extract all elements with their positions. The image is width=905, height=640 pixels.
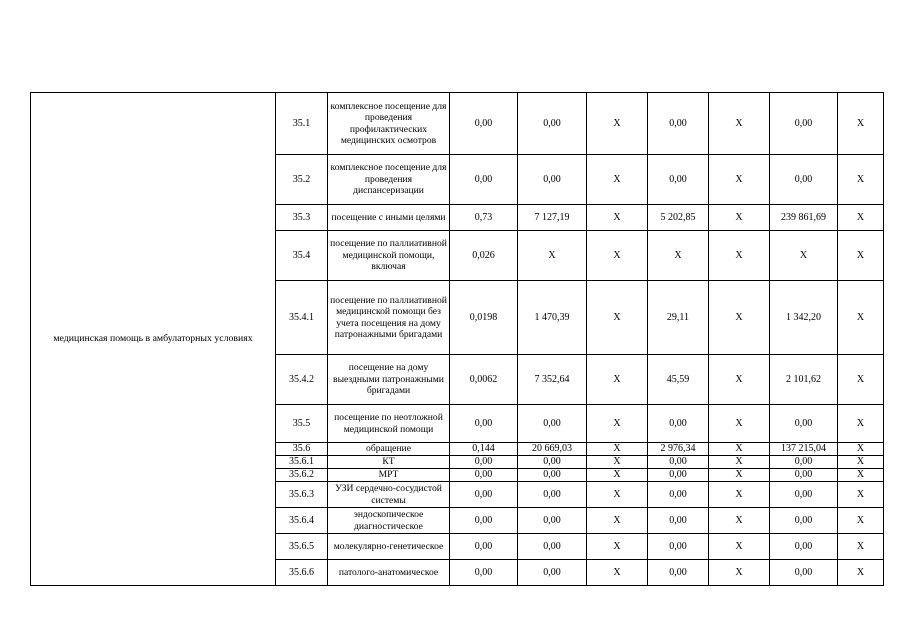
value-cell: Х <box>709 93 770 155</box>
value-cell: Х <box>838 482 884 508</box>
value-cell: Х <box>838 443 884 456</box>
value-cell: 0,00 <box>518 93 587 155</box>
value-cell: 0,00 <box>770 469 838 482</box>
value-cell: Х <box>709 205 770 231</box>
value-cell: Х <box>838 355 884 405</box>
value-cell: Х <box>587 155 648 205</box>
row-number-cell: 35.6.6 <box>276 560 328 586</box>
value-cell: 0,00 <box>450 508 518 534</box>
value-cell: Х <box>838 456 884 469</box>
value-cell: 0,00 <box>648 155 709 205</box>
value-cell: 29,11 <box>648 281 709 355</box>
row-number-cell: 35.4.1 <box>276 281 328 355</box>
row-number-cell: 35.6.3 <box>276 482 328 508</box>
value-cell: Х <box>709 482 770 508</box>
value-cell: 0,00 <box>648 456 709 469</box>
value-cell: Х <box>587 281 648 355</box>
value-cell: 20 669,03 <box>518 443 587 456</box>
value-cell: 0,00 <box>770 534 838 560</box>
value-cell: 0,00 <box>648 405 709 443</box>
value-cell: Х <box>709 155 770 205</box>
value-cell: 1 342,20 <box>770 281 838 355</box>
value-cell: 2 101,62 <box>770 355 838 405</box>
value-cell: Х <box>838 155 884 205</box>
row-number-cell: 35.6.4 <box>276 508 328 534</box>
value-cell: Х <box>709 534 770 560</box>
row-label-cell: комплексное посещение для проведения диспансеризации <box>328 155 450 205</box>
value-cell: Х <box>587 456 648 469</box>
value-cell: 0,00 <box>450 469 518 482</box>
value-cell: Х <box>587 469 648 482</box>
value-cell: 0,00 <box>518 508 587 534</box>
value-cell: Х <box>587 482 648 508</box>
value-cell: 0,00 <box>518 456 587 469</box>
table-body <box>31 93 884 586</box>
value-cell: Х <box>838 508 884 534</box>
value-cell: Х <box>709 231 770 281</box>
row-label-cell: обращение <box>328 443 450 456</box>
row-number-cell: 35.6.1 <box>276 456 328 469</box>
value-cell: 0,00 <box>648 560 709 586</box>
value-cell: Х <box>838 534 884 560</box>
value-cell: 0,00 <box>450 405 518 443</box>
value-cell: 0,00 <box>450 482 518 508</box>
value-cell: Х <box>838 205 884 231</box>
row-label-cell: УЗИ сердечно-сосудистой системы <box>328 482 450 508</box>
value-cell: 1 470,39 <box>518 281 587 355</box>
value-cell: Х <box>838 231 884 281</box>
value-cell: Х <box>587 355 648 405</box>
value-cell: Х <box>770 231 838 281</box>
row-label-cell: МРТ <box>328 469 450 482</box>
row-number-cell: 35.6.5 <box>276 534 328 560</box>
value-cell: 0,00 <box>518 482 587 508</box>
row-number-cell: 35.4.2 <box>276 355 328 405</box>
value-cell: 0,00 <box>518 560 587 586</box>
value-cell: 0,00 <box>450 93 518 155</box>
row-number-cell: 35.5 <box>276 405 328 443</box>
row-label-cell: посещение по паллиативной медицинской помощи, включая <box>328 231 450 281</box>
row-number-cell: 35.3 <box>276 205 328 231</box>
value-cell: 0,026 <box>450 231 518 281</box>
row-number-cell: 35.6.2 <box>276 469 328 482</box>
value-cell: 0,00 <box>648 469 709 482</box>
value-cell: Х <box>838 469 884 482</box>
value-cell: 0,00 <box>770 560 838 586</box>
row-label-cell: молекулярно-генетическое <box>328 534 450 560</box>
value-cell: 0,00 <box>518 405 587 443</box>
value-cell: 0,144 <box>450 443 518 456</box>
value-cell: Х <box>709 560 770 586</box>
value-cell: 0,00 <box>450 155 518 205</box>
value-cell: 239 861,69 <box>770 205 838 231</box>
row-label-cell: посещение по паллиативной медицинской помощи без учета посещения на дому патронажными бригадами <box>328 281 450 355</box>
value-cell: 7 352,64 <box>518 355 587 405</box>
value-cell: 45,59 <box>648 355 709 405</box>
value-cell: 0,00 <box>648 508 709 534</box>
financing-table <box>30 92 884 586</box>
value-cell: 0,00 <box>450 456 518 469</box>
value-cell: Х <box>709 355 770 405</box>
row-label-cell: КТ <box>328 456 450 469</box>
row-label-cell: посещение на дому выездными патронажными бригадами <box>328 355 450 405</box>
value-cell: Х <box>709 469 770 482</box>
row-label-cell: эндоскопическое диагностическое <box>328 508 450 534</box>
value-cell: Х <box>587 560 648 586</box>
value-cell: 0,73 <box>450 205 518 231</box>
value-cell: 137 215,04 <box>770 443 838 456</box>
value-cell: 0,00 <box>648 93 709 155</box>
value-cell: Х <box>709 456 770 469</box>
value-cell: Х <box>709 443 770 456</box>
row-number-cell: 35.6 <box>276 443 328 456</box>
value-cell: 0,00 <box>770 155 838 205</box>
value-cell: 0,00 <box>770 93 838 155</box>
value-cell: Х <box>709 281 770 355</box>
value-cell: 0,0198 <box>450 281 518 355</box>
value-cell: 0,00 <box>648 534 709 560</box>
value-cell: Х <box>587 405 648 443</box>
category-cell: медицинская помощь в амбулаторных условиях <box>31 93 276 586</box>
value-cell: 0,00 <box>450 560 518 586</box>
value-cell: Х <box>518 231 587 281</box>
value-cell: Х <box>838 281 884 355</box>
value-cell: Х <box>838 93 884 155</box>
value-cell: 0,00 <box>518 534 587 560</box>
value-cell: Х <box>838 560 884 586</box>
value-cell: 2 976,34 <box>648 443 709 456</box>
value-cell: Х <box>709 508 770 534</box>
value-cell: 0,0062 <box>450 355 518 405</box>
value-cell: Х <box>587 93 648 155</box>
row-label-cell: посещение с иными целями <box>328 205 450 231</box>
value-cell: 7 127,19 <box>518 205 587 231</box>
value-cell: 0,00 <box>518 155 587 205</box>
value-cell: Х <box>709 405 770 443</box>
row-label-cell: посещение по неотложной медицинской помощи <box>328 405 450 443</box>
value-cell: 0,00 <box>770 508 838 534</box>
value-cell: Х <box>587 231 648 281</box>
value-cell: Х <box>587 534 648 560</box>
value-cell: 0,00 <box>770 405 838 443</box>
row-number-cell: 35.1 <box>276 93 328 155</box>
value-cell: Х <box>838 405 884 443</box>
value-cell: 0,00 <box>518 469 587 482</box>
value-cell: 0,00 <box>648 482 709 508</box>
value-cell: 5 202,85 <box>648 205 709 231</box>
value-cell: 0,00 <box>450 534 518 560</box>
table-row <box>31 93 884 155</box>
value-cell: 0,00 <box>770 456 838 469</box>
value-cell: Х <box>648 231 709 281</box>
value-cell: Х <box>587 508 648 534</box>
value-cell: Х <box>587 205 648 231</box>
row-label-cell: комплексное посещение для проведения профилактических медицинских осмотров <box>328 93 450 155</box>
value-cell: 0,00 <box>770 482 838 508</box>
value-cell: Х <box>587 443 648 456</box>
row-number-cell: 35.2 <box>276 155 328 205</box>
row-number-cell: 35.4 <box>276 231 328 281</box>
row-label-cell: патолого-анатомическое <box>328 560 450 586</box>
